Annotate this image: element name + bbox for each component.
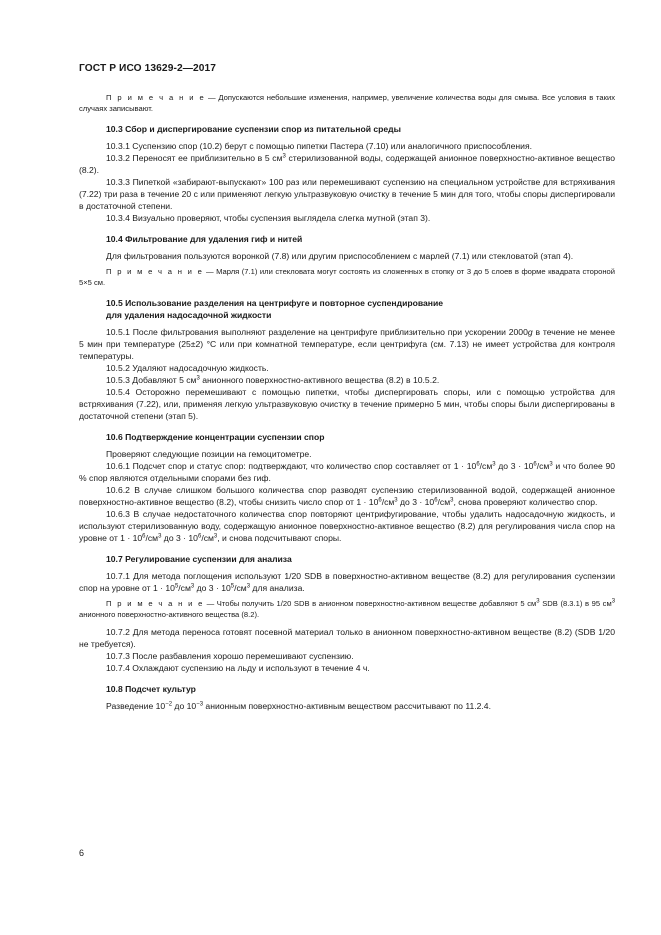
superscript: 6 <box>378 497 382 504</box>
superscript: 6 <box>533 461 537 468</box>
note-label: П р и м е ч а н и е <box>106 267 204 277</box>
text: до 3 · 10 <box>194 583 231 594</box>
superscript: 3 <box>213 533 218 540</box>
note-10-7 <box>79 599 615 620</box>
note-1-text: — Допускаются небольшие изменения, например, увеличение количества воды для смыва. Все условия в таких случаях записывают. <box>79 93 615 113</box>
text: /см <box>201 533 214 544</box>
para-10-7-3: 10.7.3 После разбавления хорошо перемешивают суспензию. <box>106 650 354 661</box>
superscript: 6 <box>476 461 480 468</box>
superscript: 3 <box>450 497 454 504</box>
superscript: 3 <box>394 497 398 504</box>
para-10-6-3 <box>79 508 615 544</box>
superscript: 3 <box>611 598 616 605</box>
page-number: 6 <box>79 848 85 858</box>
para-10-4-1: Для фильтрования пользуются воронкой (7.8) или другим приспособлением с марлей (7.1) или стекловатой (этап 4). <box>106 251 574 262</box>
note-text: — Марля (7.1) или стекловата могут состоять из сложенных в стопку от 3 до 5 слоев в форме квадрата стороной 5×5 см. <box>79 267 615 287</box>
text: анионного поверхностно-активного вещества (8.2). <box>79 609 260 619</box>
para-10-5-2: 10.5.2 Удаляют надосадочную жидкость. <box>106 363 269 374</box>
para-10-5-1 <box>79 326 615 362</box>
heading-line-1: 10.5 Использование разделения на центрифуге и повторное суспендирование <box>106 298 444 309</box>
text: анионного поверхностно-активного вещества (8.2) в 10.5.2. <box>199 375 440 386</box>
text: , снова проверяют количество спор. <box>453 497 598 508</box>
superscript: 3 <box>536 598 540 605</box>
text: /см <box>479 461 493 472</box>
superscript: 3 <box>282 153 286 160</box>
text: /см <box>178 583 191 594</box>
para-10-7-2: 10.7.2 Для метода переноса готовят посевной материал только в анионном поверхностно-активном веществе (8.2) (SDB 1/20 не требуется). <box>79 626 615 649</box>
text: до 3 · 10 <box>397 497 435 508</box>
text: 10.5.3 Добавляют 5 см <box>106 375 197 386</box>
text: 10.6.3 В случае недостаточного количества спор повторяют центрифугирование, чтобы удалить надосадочную жидкость, и используют стерилизованную воду, содержащую анионное поверхностно-активное вещество (8.2) для регулирования числа спор на уровне от 1 · 10 <box>79 509 615 544</box>
text: 10.6.1 Подсчет спор и статус спор: подтверждают, что количество спор составляет от 1 · 10 <box>106 461 477 472</box>
heading-10-8: 10.8 Подсчет культур <box>106 683 196 694</box>
note-1 <box>79 93 615 114</box>
text: до 10 <box>172 700 197 711</box>
text: для анализа. <box>250 583 305 594</box>
superscript: 3 <box>158 533 162 540</box>
para-10-3-4: 10.3.4 Визуально проверяют, чтобы суспензия выглядела слегка мутной (этап 3). <box>106 213 431 224</box>
heading-10-4: 10.4 Фильтрование для удаления гиф и нитей <box>106 234 303 245</box>
document-body <box>79 87 615 712</box>
text: 10.7.1 Для метода поглощения используют 1/20 SDB в поверхностно-активном веществе (8.2) для регулирования суспензии спор на уровне от 1 · 10 <box>79 571 615 594</box>
superscript: 3 <box>246 583 251 590</box>
text: стерилизованной воды, содержащей анионное поверхностно-активное вещество (8.2). <box>79 153 615 176</box>
heading-10-7: 10.7 Регулирование суспензии для анализа <box>106 554 292 565</box>
text: 10.6.2 В случае слишком большого количества спор разводят суспензию стерилизованной водой, содержащей анионное поверхностно-активное вещество (8.2), чтобы снизить число спор от 1 · 10 <box>79 485 615 508</box>
para-10-5-3 <box>79 374 615 386</box>
para-10-3-3: 10.3.3 Пипеткой «забирают-выпускают» 100 раз или перемешивают суспензию на специальном устройстве для встряхивания (7.22) три раза в течение 20 с или применяют легкую ультразвуковую очистку в течение 5 мин для того, чтобы споры диспергировали в достаточной степени. <box>79 177 615 212</box>
text: /см <box>437 497 451 508</box>
para-10-6-1 <box>79 460 615 484</box>
g-symbol: g <box>527 327 533 338</box>
superscript: −2 <box>165 701 173 708</box>
text: SDB (8.3.1) в 95 см <box>539 599 612 609</box>
note-10-4 <box>79 267 615 288</box>
text: /см <box>381 497 395 508</box>
text: /см <box>145 533 159 544</box>
text: /см <box>234 583 247 594</box>
heading-10-3: 10.3 Сбор и диспергирование суспензии спор из питательной среды <box>106 124 401 135</box>
text: до 3 · 10 <box>495 461 534 472</box>
note-label: П р и м е ч а н и е <box>106 93 206 102</box>
para-10-5-4: 10.5.4 Осторожно перемешивают с помощью пипетки, чтобы диспергировать споры, или с помощью устройства для встряхивания (7.22), или, применяя легкую ультразвуковую очистку в течение примерно 5 мин, чтобы споры были диспергированы в достаточной степени (этап 5). <box>79 387 615 422</box>
superscript: 5 <box>174 583 179 590</box>
heading-10-6: 10.6 Подтверждение концентрации суспензии спор <box>106 432 325 443</box>
para-10-6-2 <box>79 484 615 508</box>
superscript: −3 <box>196 701 204 708</box>
text: анионным поверхностно-активным веществом рассчитывают по 11.2.4. <box>203 700 491 711</box>
superscript: 6 <box>197 533 202 540</box>
text: 10.3.2 Переносят ее приблизительно в 5 см <box>106 153 283 164</box>
superscript: 3 <box>190 583 195 590</box>
text: — Чтобы получить 1/20 SDB в анионном поверхностно-активном веществе добавляют 5 см <box>204 599 537 609</box>
text: и что более 90 % спор являются отдельными спорами без гиф. <box>79 461 616 484</box>
para-10-8-1 <box>79 700 615 712</box>
para-10-7-1 <box>79 570 615 594</box>
para-10-6-intro: Проверяют следующие позиции на гемоцитометре. <box>106 449 312 460</box>
para-10-3-1: 10.3.1 Суспензию спор (10.2) берут с помощью пипетки Пастера (7.10) или аналогичного приспособления. <box>106 141 533 152</box>
note-label: П р и м е ч а н и е <box>106 599 205 609</box>
para-10-3-2 <box>79 152 615 176</box>
superscript: 3 <box>549 461 553 468</box>
superscript: 5 <box>230 583 235 590</box>
heading-10-5-line-2: для удаления надосадочной жидкости <box>106 310 272 321</box>
standard-header: ГОСТ Р ИСО 13629-2—2017 <box>79 63 217 74</box>
text: в течение не менее 5 мин при температуре (25±2) °C или при комнатной температуре, если центрифуга (см. 7.13) не имеет устройства для контроля температуры. <box>79 327 615 362</box>
superscript: 6 <box>434 497 438 504</box>
superscript: 3 <box>196 375 200 382</box>
text: /см <box>536 461 550 472</box>
text: до 3 · 10 <box>161 533 198 544</box>
heading-10-5 <box>79 297 615 309</box>
text: 10.5.1 После фильтрования выполняют разделение на центрифуге приблизительно при ускорении 2000 <box>106 327 528 338</box>
text: , и снова подсчитывают споры. <box>217 533 342 544</box>
superscript: 6 <box>142 533 146 540</box>
para-10-7-4: 10.7.4 Охлаждают суспензию на льду и используют в течение 4 ч. <box>106 662 370 673</box>
superscript: 3 <box>492 461 496 468</box>
text: Разведение 10 <box>106 700 166 711</box>
